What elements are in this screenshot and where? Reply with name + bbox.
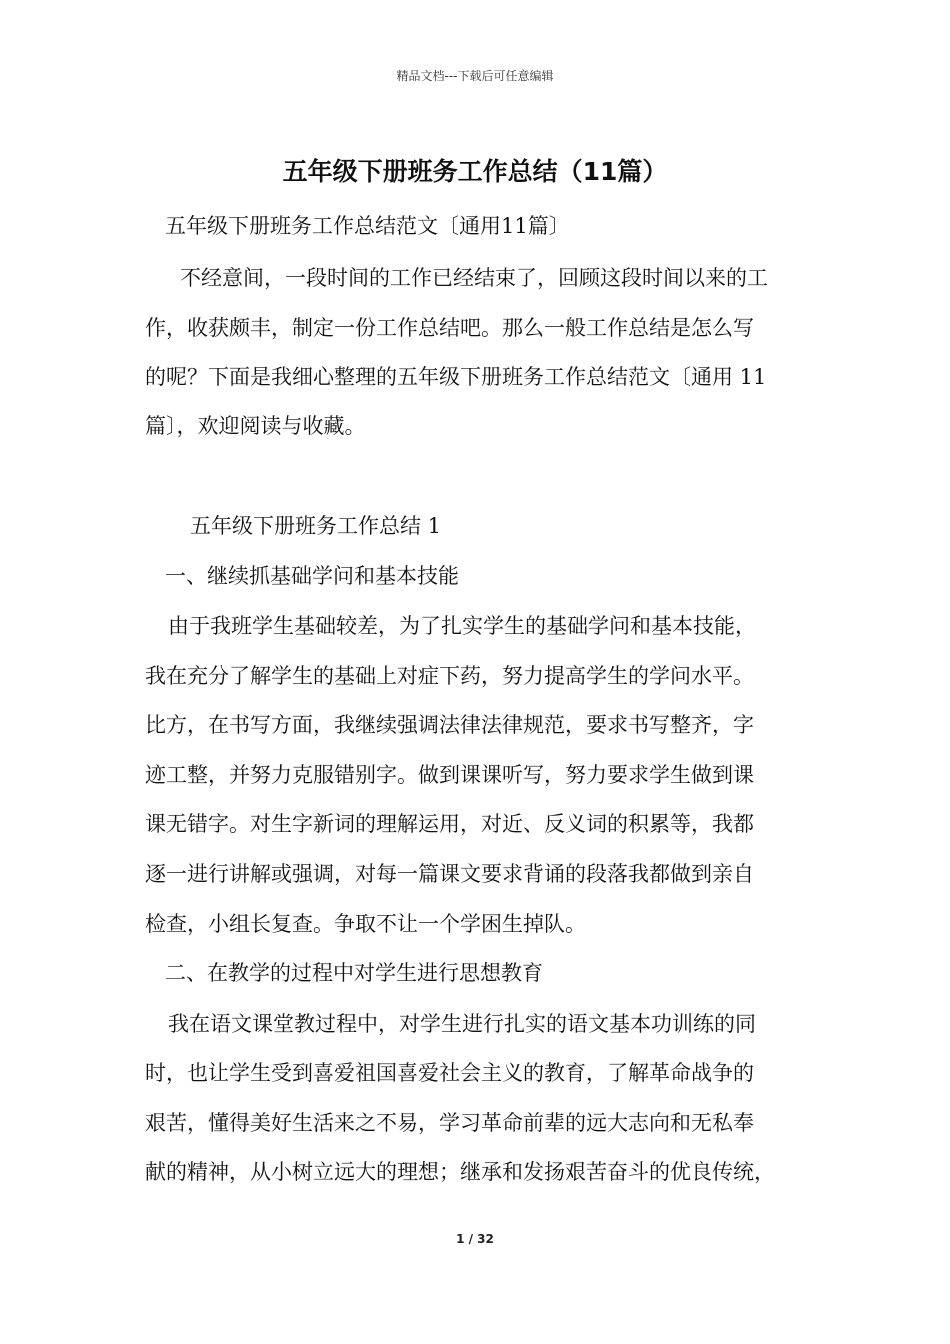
body-line: 课无错字。对生字新词的理解运用，对近、反义词的积累等，我都 (145, 812, 754, 836)
intro-line: 不经意间，一段时间的工作已经结束了，回顾这段时间以来的工 (180, 266, 768, 290)
body-line: 迹工整，并努力克服错别字。做到课课听写，努力要求学生做到课 (145, 763, 754, 787)
subsection-heading: 二、在教学的过程中对学生进行思想教育 (165, 961, 543, 985)
body-line: 时，也让学生受到喜爱祖国喜爱社会主义的教育，了解革命战争的 (145, 1061, 754, 1085)
subsection-heading: 一、继续抓基础学问和基本技能 (165, 564, 459, 588)
document-title: 五年级下册班务工作总结（11篇） (282, 157, 668, 186)
page-indicator: 1 / 32 (456, 1232, 494, 1246)
body-line: 献的精神，从小树立远大的理想；继承和发扬艰苦奋斗的优良传统， (145, 1160, 775, 1184)
intro-line: 作，收获颇丰，制定一份工作总结吧。那么一般工作总结是怎么写 (145, 316, 754, 340)
body-line: 我在语文课堂教过程中，对学生进行扎实的语文基本功训练的同 (168, 1012, 756, 1036)
intro-line: 篇〕，欢迎阅读与收藏。 (145, 414, 366, 438)
subtitle-line: 五年级下册班务工作总结范文〔通用11篇〕 (165, 214, 570, 238)
body-line: 比方，在书写方面，我继续强调法律法律规范，要求书写整齐，字 (145, 713, 754, 737)
intro-line: 的呢？下面是我细心整理的五年级下册班务工作总结范文〔通用 11 (145, 365, 767, 389)
body-line: 由于我班学生基础较差，为了扎实学生的基础学问和基本技能， (168, 614, 756, 638)
body-line: 检查，小组长复查。争取不让一个学困生掉队。 (145, 912, 586, 936)
body-line: 艰苦，懂得美好生活来之不易，学习革命前辈的远大志向和无私奉 (145, 1111, 754, 1135)
body-line: 我在充分了解学生的基础上对症下药，努力提高学生的学问水平。 (145, 664, 754, 688)
body-line: 逐一进行讲解或强调，对每一篇课文要求背诵的段落我都做到亲自 (145, 862, 754, 886)
section-heading: 五年级下册班务工作总结 1 (190, 514, 442, 538)
page-header: 精品文档---下载后可任意编辑 (396, 69, 554, 83)
